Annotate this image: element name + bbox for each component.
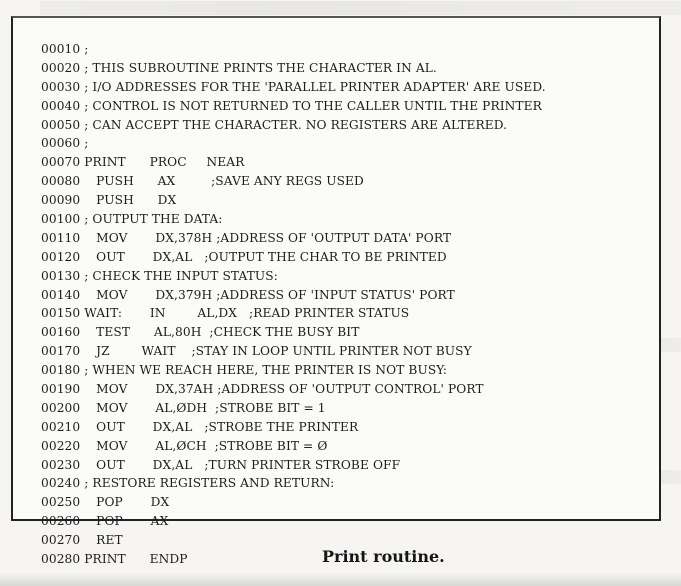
code-line: 00180 ; WHEN WE REACH HERE, THE PRINTER IS NOT BUSY:: [41, 363, 448, 378]
code-line: 00140 MOV DX,379H ;ADDRESS OF 'INPUT STATUS' PORT: [41, 287, 455, 302]
code-line: 00190 MOV DX,37AH ;ADDRESS OF 'OUTPUT CONTROL' PORT: [41, 382, 484, 397]
code-line: 00080 PUSH AX ;SAVE ANY REGS USED: [41, 174, 364, 189]
code-line: 00120 OUT DX,AL ;OUTPUT THE CHAR TO BE PRINTED: [41, 249, 447, 264]
code-line: 00100 ; OUTPUT THE DATA:: [41, 212, 223, 227]
code-line: 00280 PRINT ENDP: [41, 552, 188, 567]
figure-caption: Print routine.: [322, 547, 445, 566]
code-line: 00050 ; CAN ACCEPT THE CHARACTER. NO REGISTERS ARE ALTERED.: [41, 117, 508, 132]
code-line: 00220 MOV AL,ØCH ;STROBE BIT = Ø: [41, 438, 328, 453]
code-line: 00070 PRINT PROC NEAR: [41, 155, 245, 170]
code-line: 00210 OUT DX,AL ;STROBE THE PRINTER: [41, 419, 359, 434]
code-line: 00060 ;: [41, 136, 89, 151]
code-line: 00170 JZ WAIT ;STAY IN LOOP UNTIL PRINTER NOT BUSY: [41, 344, 472, 359]
code-line: 00010 ;: [41, 42, 89, 56]
code-line: 00150 WAIT: IN AL,DX ;READ PRINTER STATUS: [41, 306, 410, 321]
code-line: 00200 MOV AL,ØDH ;STROBE BIT = 1: [41, 400, 326, 415]
page-edge-shadow: [0, 572, 681, 586]
code-line: 00130 ; CHECK THE INPUT STATUS:: [41, 268, 278, 283]
code-line: 00020 ; THIS SUBROUTINE PRINTS THE CHARACTER IN AL.: [41, 60, 437, 75]
code-line: 00230 OUT DX,AL ;TURN PRINTER STROBE OFF: [41, 457, 401, 472]
bleed-through-text: [40, 1, 681, 15]
code-line: 00110 MOV DX,378H ;ADDRESS OF 'OUTPUT DATA' PORT: [41, 230, 452, 245]
code-line: 00250 POP DX: [41, 495, 170, 510]
code-line: 00030 ; I/O ADDRESSES FOR THE 'PARALLEL PRINTER ADAPTER' ARE USED.: [41, 79, 546, 94]
code-line: 00240 ; RESTORE REGISTERS AND RETURN:: [41, 476, 335, 491]
code-line: 00270 RET: [41, 533, 123, 548]
code-line: 00160 TEST AL,80H ;CHECK THE BUSY BIT: [41, 325, 360, 340]
code-line: 00040 ; CONTROL IS NOT RETURNED TO THE CALLER UNTIL THE PRINTER: [41, 98, 542, 113]
code-line: 00090 PUSH DX: [41, 193, 177, 208]
code-line: 00260 POP AX: [41, 514, 169, 529]
code-listing: [41, 40, 546, 569]
